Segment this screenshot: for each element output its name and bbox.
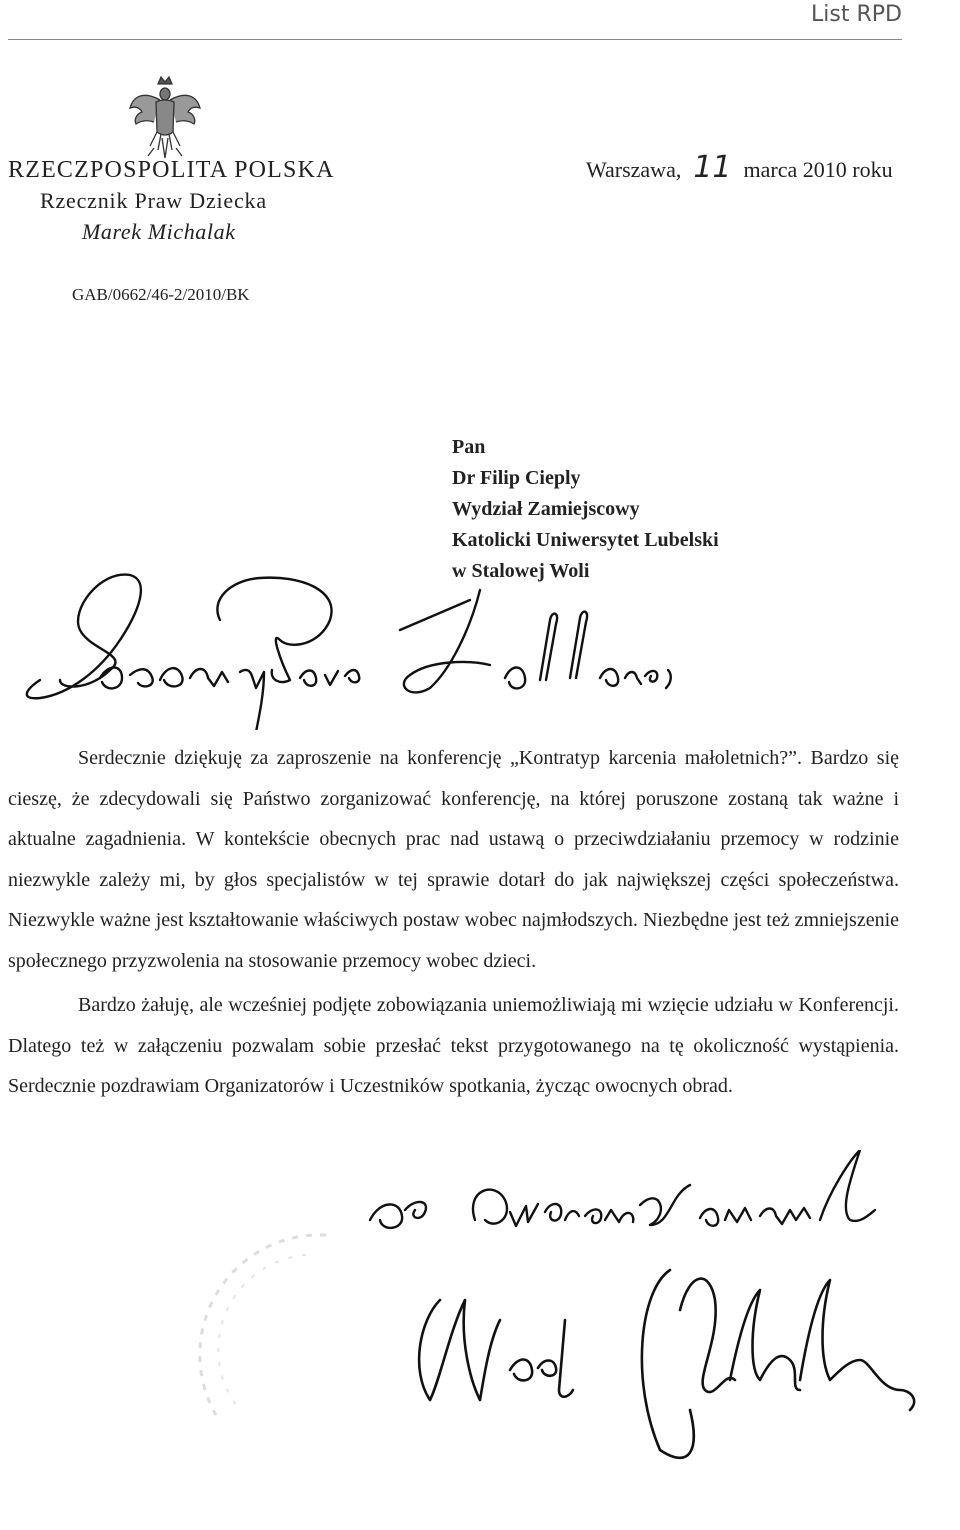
recipient-university: Katolicki Uniwersytet Lubelski — [452, 529, 719, 551]
organization-name: RZECZPOSPOLITA POLSKA — [8, 157, 335, 183]
handwritten-closing-signature — [360, 1150, 920, 1530]
organization-person: Marek Michalak — [82, 219, 236, 244]
page-label: List RPD — [811, 2, 902, 27]
organization-role: Rzecznik Praw Dziecka — [40, 188, 267, 213]
header-rule — [8, 39, 902, 40]
recipient-department: Wydział Zamiejscowy — [452, 498, 640, 520]
polish-eagle-emblem-icon — [126, 72, 204, 162]
date-line — [586, 150, 893, 185]
recipient-name: Dr Filip Cieply — [452, 467, 581, 489]
recipient-city: w Stalowej Woli — [452, 560, 590, 582]
body-paragraph-2: Bardzo żałuję, ale wcześniej podjęte zobowiązania uniemożliwiają mi wzięcie udziału w Konferencji. Dlatego też w załączeniu pozwalam sobie przesłać tekst przygotowanego na tę okoliczność wystąpienia. Serdecznie pozdrawiam Organizatorów i Uczestników spotkania, życząc owocnych obrad. — [8, 994, 899, 1097]
date-day: 11 — [693, 150, 732, 185]
body-paragraph-1: Serdecznie dziękuję za zaproszenie na konferencję „Kontratyp karcenia małoletnich?”. Bardzo się cieszę, że zdecydowali się Państwo zorganizować konferencję, na której poruszone zostaną tak ważne i aktualne zagadnienia. W kontekście obecnych prac nad ustawą o przeciwdziałaniu przemocy w rodzinie niezwykle zależy mi, by głos specjalistów w tej sprawie dotarł do jak największej części społeczeństwa. Niezwykle ważne jest kształtowanie właściwych postaw wobec najmłodszych. Niezbędne jest też zmniejszenie społecznego przyzwolenia na stosowanie przemocy wobec dzieci. — [8, 747, 899, 972]
embossed-seal-icon — [196, 1225, 346, 1425]
handwritten-salutation — [0, 560, 700, 730]
reference-number: GAB/0662/46-2/2010/BK — [72, 285, 250, 304]
letter-body — [8, 738, 899, 1107]
date-month-year: marca 2010 roku — [743, 157, 893, 182]
recipient-title: Pan — [452, 436, 486, 458]
date-city: Warszawa, — [586, 157, 682, 182]
